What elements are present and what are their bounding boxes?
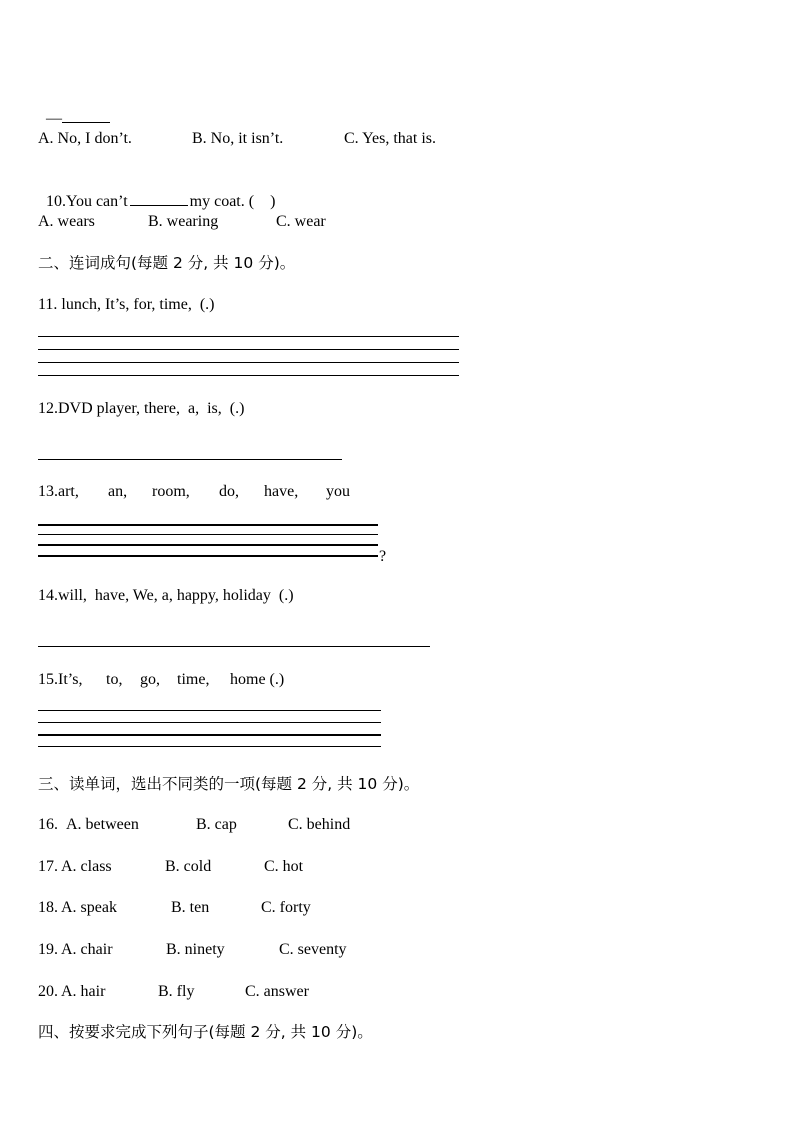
q15-word: 15.It’s, [38, 671, 83, 688]
q20-option-a: A. hair [61, 983, 106, 1000]
q9-answer-line [38, 88, 110, 129]
q15-writing-line[interactable] [38, 722, 381, 723]
q15-word: time, [177, 671, 210, 688]
q15-writing-line[interactable] [38, 746, 381, 747]
q13-question-mark: ? [379, 548, 387, 565]
q13-word: you [326, 483, 350, 500]
q13-word: have, [264, 483, 299, 500]
q13-word: do, [219, 483, 239, 500]
section3-heading: 三、读单词，选出不同类的一项(每题 2 分, 共 10 分)。 [38, 775, 420, 793]
section2-heading: 二、连词成句(每题 2 分, 共 10 分)。 [38, 254, 296, 272]
q9-dash: — [46, 110, 62, 127]
q11-words: 11. lunch, It’s, for, time, (.) [38, 296, 215, 313]
q17-option-b: B. cold [165, 858, 212, 875]
q17-option-a: A. class [61, 858, 112, 875]
q11-writing-line[interactable] [38, 362, 459, 363]
q13-word: room, [152, 483, 190, 500]
q10-option-b: B. wearing [148, 213, 219, 230]
q11-writing-line[interactable] [38, 375, 459, 376]
q19-option-a: A. chair [61, 941, 113, 958]
q11-writing-line[interactable] [38, 349, 459, 350]
q9-option-a: A. No, I don’t. [38, 130, 132, 147]
q20-option-c: C. answer [245, 983, 309, 1000]
q10-answer-blank[interactable] [130, 191, 188, 206]
q11-writing-line[interactable] [38, 336, 459, 337]
q18-option-b: B. ten [171, 899, 210, 916]
q16-option-c: C. behind [288, 816, 351, 833]
q15-word: home (.) [230, 671, 285, 688]
q16-option-a: A. between [66, 816, 139, 833]
q17-option-c: C. hot [264, 858, 304, 875]
q9-option-c: C. Yes, that is. [344, 130, 437, 147]
q13-writing-line[interactable] [38, 544, 378, 546]
q13-writing-line[interactable] [38, 534, 378, 535]
q13-word: 13.art, [38, 483, 79, 500]
q15-writing-line[interactable] [38, 734, 381, 736]
q15-writing-line[interactable] [38, 710, 381, 711]
q12-writing-line[interactable] [38, 459, 342, 460]
q14-words: 14.will, have, We, a, happy, holiday (.) [38, 587, 294, 604]
section4-heading: 四、按要求完成下列句子(每题 2 分, 共 10 分)。 [38, 1023, 373, 1041]
q10-question [38, 171, 275, 212]
q10-option-c: C. wear [276, 213, 326, 230]
q14-writing-line[interactable] [38, 646, 430, 647]
q13-word: an, [108, 483, 128, 500]
q10-option-a: A. wears [38, 213, 95, 230]
q20-option-b: B. fly [158, 983, 195, 1000]
q18-option-a: A. speak [61, 899, 117, 916]
q15-word: to, [106, 671, 123, 688]
q18-number: 18. [38, 899, 58, 916]
q19-option-b: B. ninety [166, 941, 225, 958]
q13-writing-line[interactable] [38, 524, 378, 526]
q19-option-c: C. seventy [279, 941, 347, 958]
q9-option-b: B. No, it isn’t. [192, 130, 284, 147]
q20-number: 20. [38, 983, 58, 1000]
q19-number: 19. [38, 941, 58, 958]
q17-number: 17. [38, 858, 58, 875]
q16-number: 16. [38, 816, 58, 833]
q18-option-c: C. forty [261, 899, 311, 916]
q10-text-before: 10.You can’t [46, 193, 128, 210]
q12-words: 12.DVD player, there, a, is, (.) [38, 400, 245, 417]
q10-text-after: my coat. ( ) [189, 193, 276, 210]
q16-option-b: B. cap [196, 816, 237, 833]
q13-writing-line[interactable] [38, 555, 378, 557]
q9-answer-blank[interactable] [62, 108, 110, 123]
q15-word: go, [140, 671, 160, 688]
